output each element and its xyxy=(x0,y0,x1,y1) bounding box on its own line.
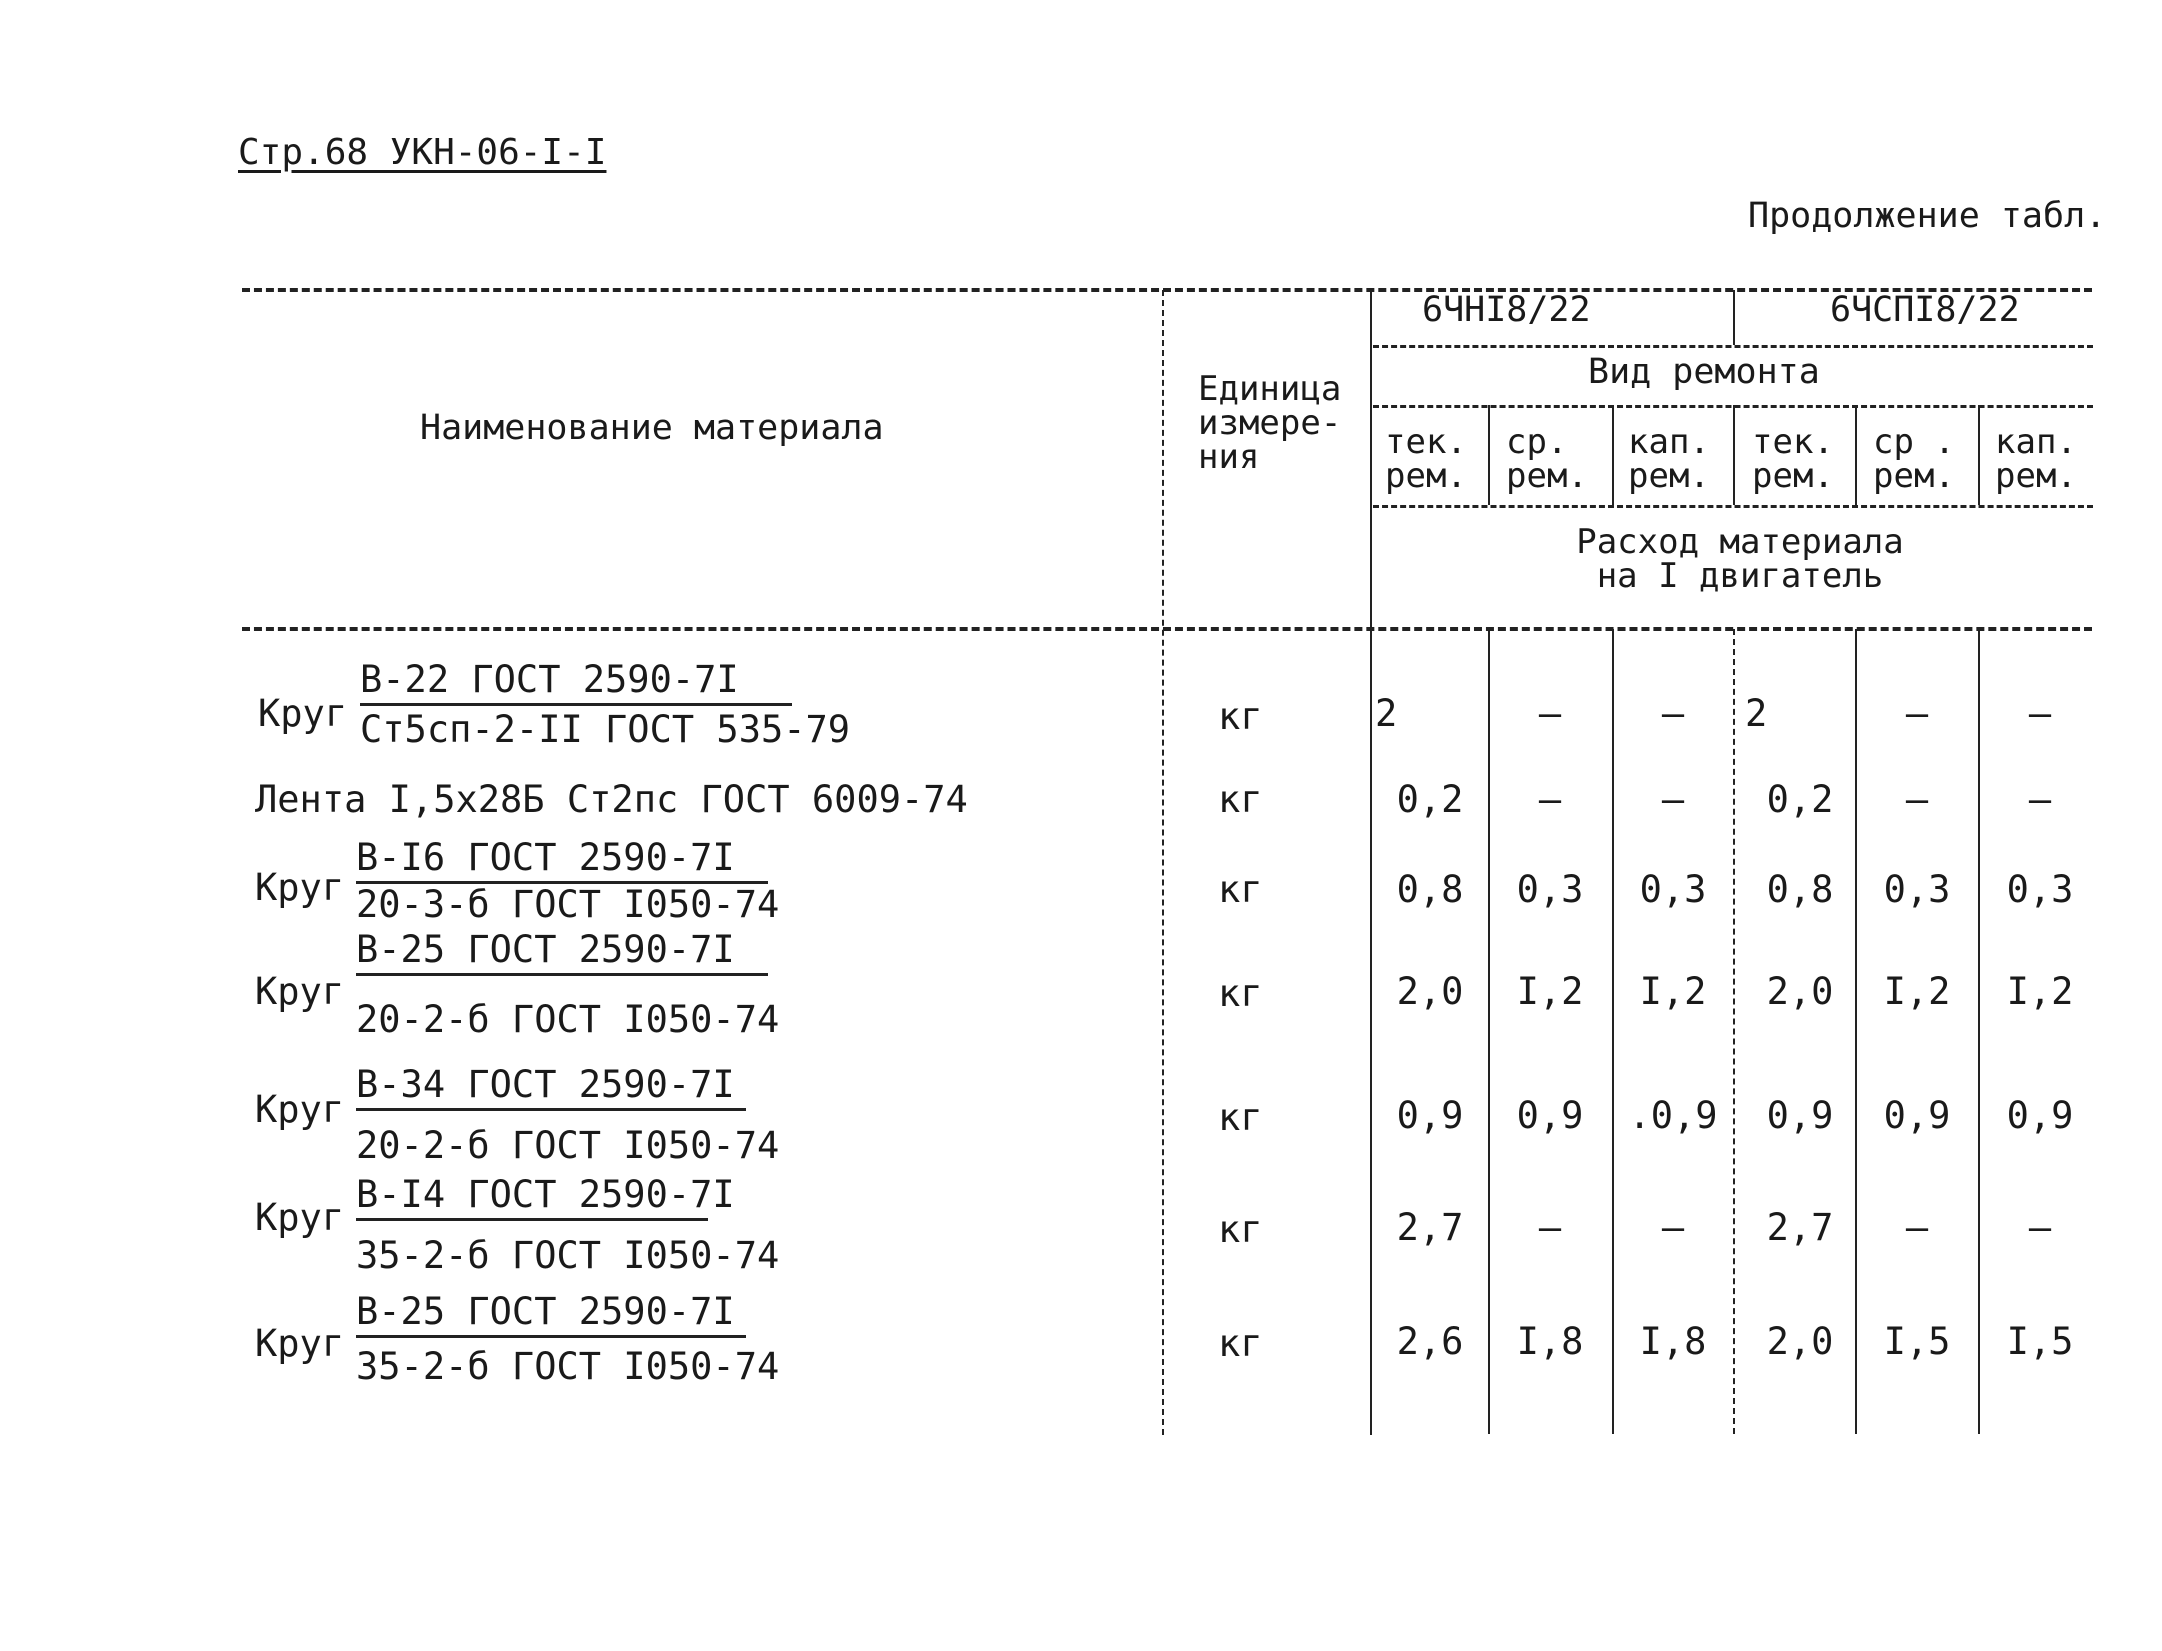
row-6-val-3: – xyxy=(1661,1206,1685,1249)
repair-type-header: Вид ремонта xyxy=(1588,352,1820,392)
row-4-prefix: Круг xyxy=(255,970,345,1013)
row-5-val-6: 0,9 xyxy=(2006,1094,2074,1137)
row-1-val-1: 2 xyxy=(1375,692,1398,735)
row-5-bottom: 20-2-б ГОСТ I050-74 xyxy=(356,1124,780,1167)
table-top-rule xyxy=(242,288,2092,292)
col-header-unit-line-3: ния xyxy=(1198,437,1260,477)
repair-col-4 xyxy=(1752,422,1834,496)
repair-col-1 xyxy=(1385,422,1467,496)
row-5-val-5: 0,9 xyxy=(1883,1094,1951,1137)
col-divider-4 xyxy=(1855,405,1857,505)
row-2-val-4: 0,2 xyxy=(1766,778,1834,821)
engine-header-2: 6ЧСПI8/22 xyxy=(1830,290,2020,330)
col-header-material: Наименование материала xyxy=(420,408,884,448)
repair-col-2 xyxy=(1506,422,1588,496)
repair-col-5 xyxy=(1873,422,1955,496)
row-7-top: В-25 ГОСТ 2590-7I xyxy=(356,1290,746,1338)
row-2-material: Лента I,5х28Б Ст2пс ГОСТ 6009-74 xyxy=(255,778,968,821)
col-header-unit-line-2: измере- xyxy=(1198,403,1342,443)
page-reference: Стр.68 УКН-06-I-I xyxy=(238,132,607,173)
row-4-top: В-25 ГОСТ 2590-7I xyxy=(356,928,768,976)
body-divider-2 xyxy=(1612,629,1614,1434)
col-divider-data xyxy=(1370,290,1372,1435)
engine-header-rule xyxy=(1373,345,2093,348)
row-4-val-3: I,2 xyxy=(1639,970,1707,1013)
row-1-top: В-22 ГОСТ 2590-7I xyxy=(360,658,792,706)
row-7-val-2: I,8 xyxy=(1516,1320,1584,1363)
repair-col-2-line-2: рем. xyxy=(1506,456,1588,496)
row-4-val-2: I,2 xyxy=(1516,970,1584,1013)
row-1-prefix: Круг xyxy=(258,692,348,735)
col-divider-5 xyxy=(1978,405,1980,505)
row-3-val-2: 0,3 xyxy=(1516,868,1584,911)
consumption-header-line-2: на I двигатель xyxy=(1596,556,1884,596)
row-1-val-3: – xyxy=(1661,692,1685,735)
row-6-prefix: Круг xyxy=(255,1196,345,1239)
row-3-val-5: 0,3 xyxy=(1883,868,1951,911)
row-7-bottom: 35-2-б ГОСТ I050-74 xyxy=(356,1345,780,1388)
body-divider-4 xyxy=(1855,629,1857,1434)
row-5-val-4: 0,9 xyxy=(1766,1094,1834,1137)
row-7-val-3: I,8 xyxy=(1639,1320,1707,1363)
repair-col-1-line-2: рем. xyxy=(1385,456,1467,496)
row-7-unit: кг xyxy=(1218,1322,1263,1365)
col-divider-1 xyxy=(1488,405,1490,505)
row-3-val-1: 0,8 xyxy=(1396,868,1464,911)
row-2-val-5: – xyxy=(1905,778,1929,821)
row-5-val-1: 0,9 xyxy=(1396,1094,1464,1137)
row-2-val-3: – xyxy=(1661,778,1685,821)
consumption-header-line-1: Расход материала xyxy=(1576,522,1904,562)
row-3-val-4: 0,8 xyxy=(1766,868,1834,911)
row-6-bottom: 35-2-б ГОСТ I050-74 xyxy=(356,1234,780,1277)
row-3-bottom: 20-3-б ГОСТ I050-74 xyxy=(356,883,780,926)
col-divider-unit xyxy=(1162,290,1164,1435)
row-7-val-4: 2,0 xyxy=(1766,1320,1834,1363)
row-4-bottom: 20-2-б ГОСТ I050-74 xyxy=(356,998,780,1041)
body-divider-1 xyxy=(1488,629,1490,1434)
repair-col-6-line-2: рем. xyxy=(1995,456,2077,496)
row-5-unit: кг xyxy=(1218,1096,1263,1139)
repair-col-3-line-2: рем. xyxy=(1628,456,1710,496)
row-1-bottom: Ст5сп-2-II ГОСТ 535-79 xyxy=(360,708,851,751)
col-divider-engine xyxy=(1733,290,1735,345)
row-4-val-1: 2,0 xyxy=(1396,970,1464,1013)
row-2-val-1: 0,2 xyxy=(1396,778,1464,821)
row-2-val-2: – xyxy=(1538,778,1562,821)
row-3-top: В-I6 ГОСТ 2590-7I xyxy=(356,836,768,884)
repair-col-4-line-1: тек. xyxy=(1752,422,1834,462)
repair-col-2-line-1: ср. xyxy=(1506,422,1568,462)
row-6-val-4: 2,7 xyxy=(1766,1206,1834,1249)
consumption-header xyxy=(1500,522,1980,596)
col-divider-3 xyxy=(1733,405,1735,505)
col-header-unit-line-1: Единица xyxy=(1198,369,1342,409)
row-7-val-5: I,5 xyxy=(1883,1320,1951,1363)
repair-col-1-line-1: тек. xyxy=(1385,422,1467,462)
row-3-val-3: 0,3 xyxy=(1639,868,1707,911)
repair-cols-rule xyxy=(1373,505,2093,508)
engine-header-1: 6ЧНI8/22 xyxy=(1422,290,1591,330)
repair-col-5-line-2: рем. xyxy=(1873,456,1955,496)
col-divider-2 xyxy=(1612,405,1614,505)
row-6-top: В-I4 ГОСТ 2590-7I xyxy=(356,1173,708,1221)
row-1-val-6: – xyxy=(2028,692,2052,735)
row-3-val-6: 0,3 xyxy=(2006,868,2074,911)
row-5-top: В-34 ГОСТ 2590-7I xyxy=(356,1063,746,1111)
body-divider-3 xyxy=(1733,629,1735,1434)
row-6-val-2: – xyxy=(1538,1206,1562,1249)
row-5-val-2: 0,9 xyxy=(1516,1094,1584,1137)
row-6-val-1: 2,7 xyxy=(1396,1206,1464,1249)
row-6-val-6: – xyxy=(2028,1206,2052,1249)
row-2-unit: кг xyxy=(1218,778,1263,821)
table-continuation-label: Продолжение табл. xyxy=(1748,196,2107,236)
row-6-val-5: – xyxy=(1905,1206,1929,1249)
row-5-prefix: Круг xyxy=(255,1088,345,1131)
row-2-val-6: – xyxy=(2028,778,2052,821)
row-1-val-5: – xyxy=(1905,692,1929,735)
repair-col-5-line-1: ср . xyxy=(1873,422,1955,462)
repair-col-3-line-1: кап. xyxy=(1628,422,1710,462)
row-4-unit: кг xyxy=(1218,972,1263,1015)
row-4-val-6: I,2 xyxy=(2006,970,2074,1013)
row-4-val-4: 2,0 xyxy=(1766,970,1834,1013)
row-7-prefix: Круг xyxy=(255,1322,345,1365)
row-6-unit: кг xyxy=(1218,1208,1263,1251)
row-1-unit: кг xyxy=(1218,695,1263,738)
repair-col-3 xyxy=(1628,422,1710,496)
col-header-unit xyxy=(1198,369,1342,477)
row-3-prefix: Круг xyxy=(255,866,345,909)
repair-col-6-line-1: кап. xyxy=(1995,422,2077,462)
row-3-unit: кг xyxy=(1218,868,1263,911)
row-7-val-1: 2,6 xyxy=(1396,1320,1464,1363)
row-5-val-3: .0,9 xyxy=(1628,1094,1718,1137)
body-divider-5 xyxy=(1978,629,1980,1434)
row-7-val-6: I,5 xyxy=(2006,1320,2074,1363)
header-bottom-rule xyxy=(242,627,2092,631)
repair-col-6 xyxy=(1995,422,2077,496)
repair-col-4-line-2: рем. xyxy=(1752,456,1834,496)
row-4-val-5: I,2 xyxy=(1883,970,1951,1013)
row-1-val-2: – xyxy=(1538,692,1562,735)
row-1-val-4: 2 xyxy=(1745,692,1768,735)
